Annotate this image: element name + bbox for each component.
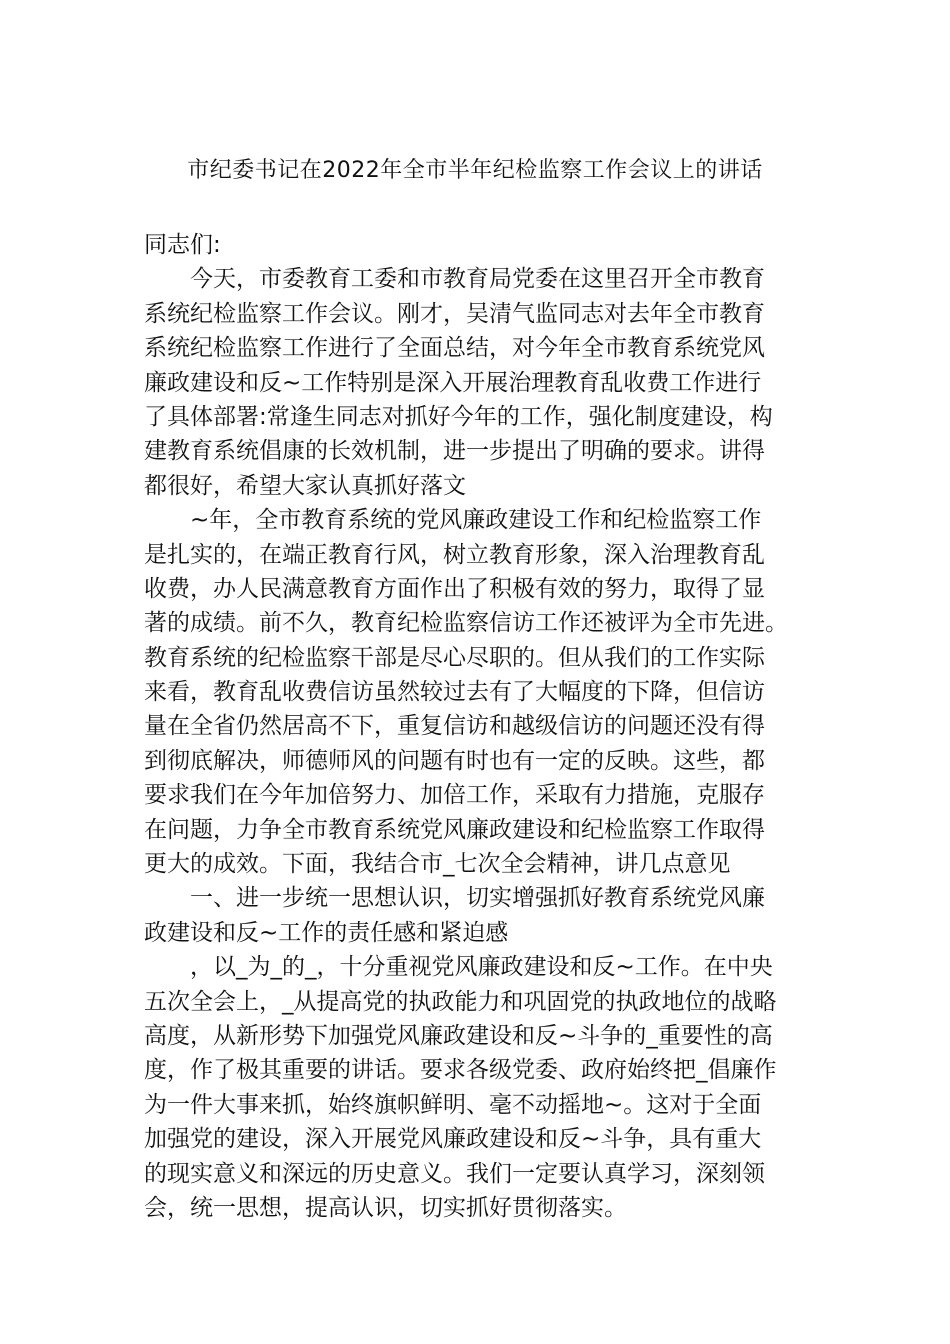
text-line: 是扎实的，在端正教育行风，树立教育形象，深入治理教育乱 (144, 541, 765, 568)
text-line: 了具体部署:常逢生同志对抓好今年的工作，强化制度建设，构 (144, 403, 773, 430)
text-line: ，以_为_的_，十分重视党风廉政建设和反~工作。在中央 (190, 954, 773, 981)
text-line: 高度，从新形势下加强党风廉政建设和反~斗争的_重要性的高 (144, 1022, 773, 1049)
text-line: 到彻底解决，师德师风的问题有时也有一定的反映。这些，都 (144, 747, 765, 774)
text-line: 来看，教育乱收费信访虽然较过去有了大幅度的下降，但信访 (144, 679, 765, 706)
text-line: 廉政建设和反~工作特别是深入开展治理教育乱收费工作进行 (144, 369, 762, 396)
text-line: 为一件大事来抓，始终旗帜鲜明、毫不动摇地~。这对于全面 (144, 1091, 762, 1118)
text-line: 会，统一思想，提高认识，切实抓好贯彻落实。 (144, 1194, 627, 1221)
text-line: 同志们: (144, 232, 221, 258)
text-line: 系统纪检监察工作进行了全面总结，对今年全市教育系统党风 (144, 335, 765, 362)
text-line: 量在全省仍然居高不下，重复信访和越级信访的问题还没有得 (144, 713, 765, 740)
text-line: 今天，市委教育工委和市教育局党委在这里召开全市教育 (190, 266, 765, 293)
text-line: 都很好，希望大家认真抓好落文 (144, 472, 466, 499)
text-line: 教育系统的纪检监察干部是尽心尽职的。但从我们的工作实际 (144, 644, 765, 671)
document-title: 市纪委书记在2022年全市半年纪检监察工作会议上的讲话 (187, 158, 763, 183)
text-line: 五次全会上，_从提高党的执政能力和巩固党的执政地位的战略 (144, 988, 777, 1015)
text-line: 系统纪检监察工作会议。刚才，吴清气监同志对去年全市教育 (144, 300, 765, 327)
text-line: 更大的成效。下面，我结合市_七次全会精神，讲几点意见 (144, 851, 731, 878)
text-line: 著的成绩。前不久，教育纪检监察信访工作还被评为全市先进。 (144, 610, 788, 637)
text-line: 在问题，力争全市教育系统党风廉政建设和纪检监察工作取得 (144, 816, 765, 843)
text-line: 收费，办人民满意教育方面作出了积极有效的努力，取得了显 (144, 575, 765, 602)
text-line: 要求我们在今年加倍努力、加倍工作，采取有力措施，克服存 (144, 782, 765, 809)
text-line: 政建设和反~工作的责任感和紧迫感 (144, 919, 509, 946)
text-line: 度，作了极其重要的讲话。要求各级党委、政府始终把_倡廉作 (144, 1057, 777, 1084)
text-line: ~年，全市教育系统的党风廉政建设工作和纪检监察工作 (190, 507, 762, 534)
text-line: 一、进一步统一思想认识，切实增强抓好教育系统党风廉 (190, 885, 765, 912)
document-body (144, 228, 814, 1225)
text-line: 加强党的建设，深入开展党风廉政建设和反~斗争，具有重大 (144, 1126, 762, 1153)
text-line: 建教育系统倡康的长效机制，进一步提出了明确的要求。讲得 (144, 438, 765, 465)
text-line: 的现实意义和深远的历史意义。我们一定要认真学习，深刻领 (144, 1160, 765, 1187)
